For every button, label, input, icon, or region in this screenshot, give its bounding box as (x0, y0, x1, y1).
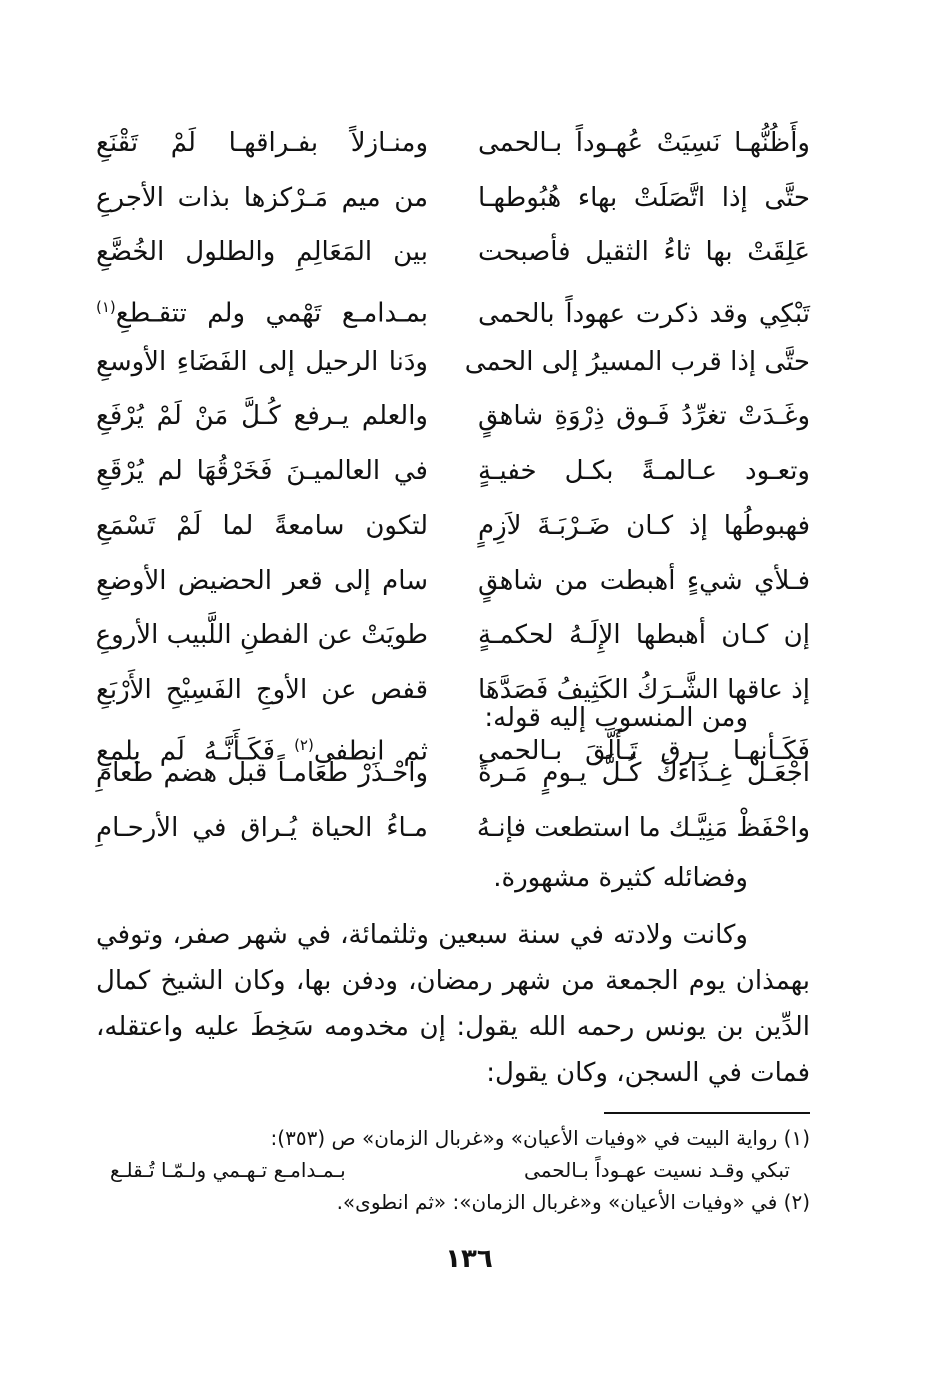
hemistich-second: ومنـازلاً بفـراقهـا لَمْ تَقْنَعِ (96, 128, 428, 158)
verse-line (96, 335, 810, 390)
footnote-marker: (٢) (294, 735, 314, 754)
footnote-marker: (١) (96, 298, 116, 317)
hemistich-first: حتَّى إذا قرب المسيرُ إلى الحمى (464, 346, 810, 377)
hemistich-second: بين المَعَالِمِ والطلول الخُضَّعِ (96, 237, 428, 268)
hemistich-first: حتَّى إذا اتَّصَلَتْ بهاء هُبُوطهـا (478, 182, 810, 213)
verse-line (96, 225, 810, 280)
paragraph-text: وكانت ولادته في سنة سبعين وثلثمائة، في شهر صفر، وتوفي بهمذان يوم الجمعة من شهر رمضان، ودفن بها، وكان الشيخ كمال الدِّين بن يونس رحمه الله يقول: إن مخدومه سَخِطَ عليه واعتقله، فمات في السجن، وكان يقول: (96, 920, 810, 1088)
hemistich-first: فَكَـأنهـا بـرق تَـأَلَّقَ بـالحمى (478, 736, 810, 767)
hemistich-first: وغَـدَتْ تغرِّدُ فَـوق ذِرْوَةِ شاهقٍ (478, 401, 810, 432)
hemistich-first: إن كـان أهبطها الإِلَـهُ لحكمـةٍ (478, 620, 810, 651)
footnote-separator (604, 1112, 810, 1114)
hemistich-first: إذ عاقها الشَّـرَكُ الكَثِيفُ فَصَدَّهَا (478, 674, 810, 705)
hemistich-second: طويَتْ عن الفطنِ اللَّبيب الأروعِ (95, 620, 428, 651)
biography-paragraph (96, 912, 810, 1096)
verse-line (96, 499, 810, 554)
verse-line (96, 444, 810, 499)
hemistich-second: من ميم مَـرْكزها بذات الأجرعِ (96, 182, 428, 213)
poem-second (96, 746, 810, 855)
footnotes (110, 1122, 810, 1218)
footnote-verse-right: تبكي وقـد نسيت عهـوداً بـالحمى (524, 1158, 790, 1182)
hemistich-second: مـاءُ الحياة يُـراق في الأرحـامِ (96, 812, 428, 843)
hemistich-first: فـلأي شيءٍ أهبطت من شاهقٍ (478, 565, 810, 596)
verse-line (96, 801, 810, 856)
footnote-2: (٢) في «وفيات الأعيان» و«غربال الزمان»: «ثم انطوى». (336, 1190, 810, 1214)
hemistich-second: واحْـذَرْ طَعَامـاً قبل هضم طعامِ (96, 758, 428, 788)
hemistich-second: ودَنا الرحيل إلى الفَضَاءِ الأوسعِ (96, 346, 428, 377)
verse-line (96, 171, 810, 226)
hemistich-text: بمـدامـع تَهْمي ولم تتقـطعِ (115, 298, 428, 329)
poem-introduction: ومن المنسوب إليه قوله: (484, 703, 748, 733)
hemistich-text: فَكَـأَنَّـهُ لَم يلمعِ (96, 736, 295, 767)
hemistich-first: عَلِقَتْ بها ثاءُ الثقيل فأصبحت (478, 237, 810, 268)
hemistich-second: سام إلى قعر الحضيض الأوضعِ (96, 565, 428, 596)
hemistich-second: في العالميـنَ فَخَرْقُهَا لم يُرْقَعِ (96, 456, 428, 487)
hemistich-second: لتكون سامعةً لما لَمْ تَسْمَعِ (96, 510, 428, 541)
verse-line (96, 554, 810, 609)
poem-main (96, 116, 810, 772)
hemistich-first: وأَظُنُّهـا نَسِيَتْ عُهـوداً بـالحمى (478, 128, 810, 158)
verse-line (96, 608, 810, 663)
verse-line (96, 746, 810, 801)
hemistich-second: والعلم يـرفع كُـلَّ مَنْ لَمْ يُرْفَعِ (96, 401, 428, 432)
footnote-1-verse (110, 1154, 810, 1186)
hemistich-second: قفص عن الأوجِ الفَسِيْحِ الأَرْبَعِ (96, 674, 428, 705)
verse-line (96, 389, 810, 444)
verse-line (96, 116, 810, 171)
footnote-verse-left: بـمـدامـع تـهـمي ولـمّـا تُـقلـع (110, 1158, 346, 1182)
hemistich-first: فهبوطُها إذ كـان ضَـرْبَـةَ لاَزِمٍ (478, 510, 810, 541)
hemistich-text: ثم انطفى (313, 736, 428, 767)
verse-line (96, 280, 810, 335)
hemistich-second (96, 280, 428, 341)
hemistich-first: اجْعَـل غِـذَاءَكَ كُـلَّ يـومٍ مَـرةً (478, 758, 810, 788)
page-number: ١٣٦ (445, 1244, 493, 1274)
footnote-1: (١) رواية البيت في «وفيات الأعيان» و«غربال الزمان» ص (٣٥٣): (270, 1126, 810, 1150)
hemistich-first: واحْفَظْ مَنِيَّـك ما استطعت فإنـهُ (476, 812, 810, 843)
hemistich-first: تَبْكِي وقد ذكرت عهوداً بالحمى (478, 298, 810, 329)
closing-sentence: وفضائله كثيرة مشهورة. (493, 863, 748, 893)
hemistich-first: وتعـود عـالمـةً بكـل خفيـةٍ (478, 456, 810, 487)
